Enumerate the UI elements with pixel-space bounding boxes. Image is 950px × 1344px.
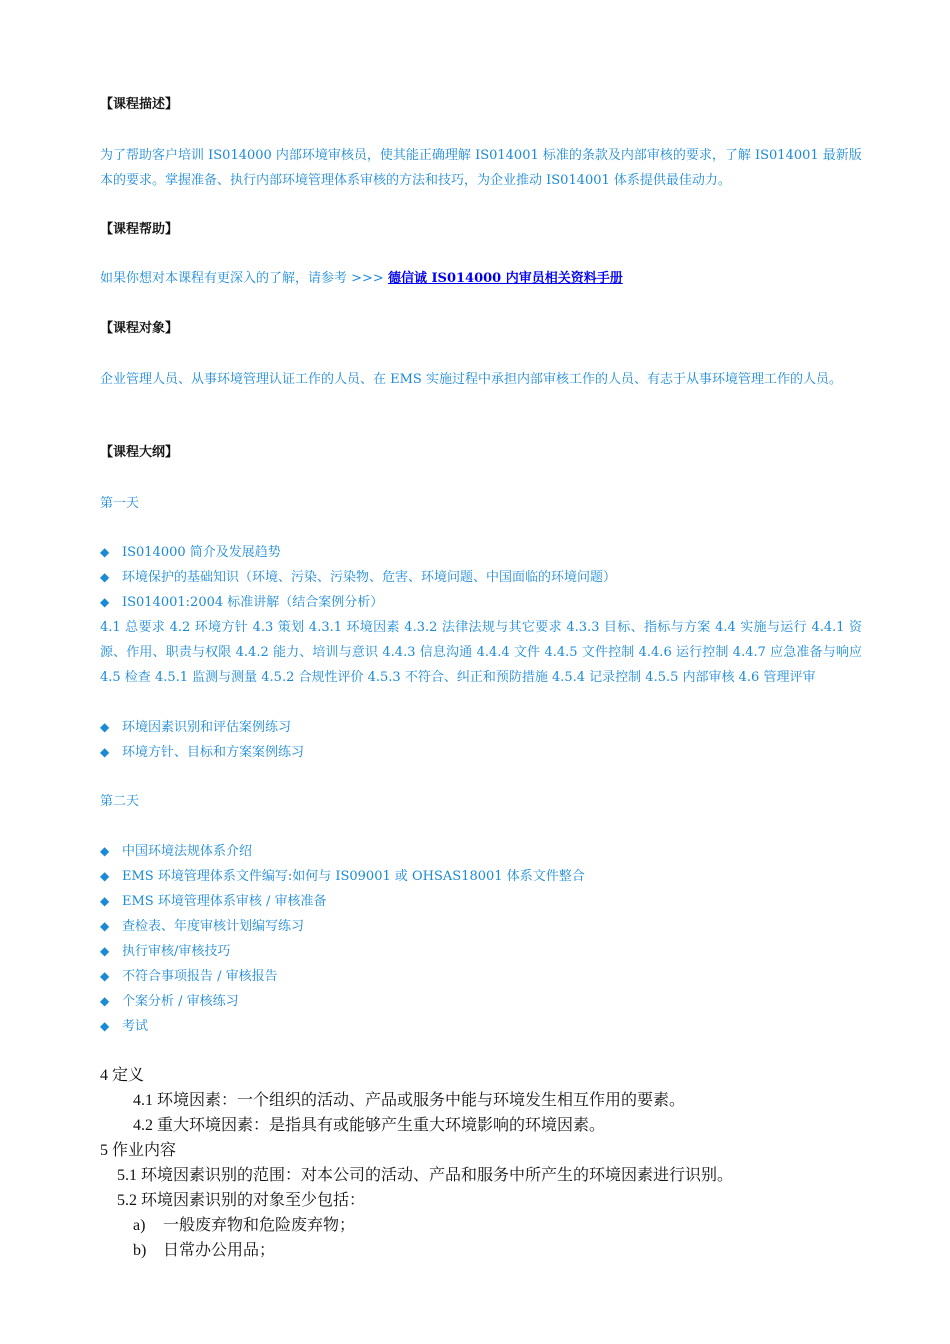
list-item-text: 考试 xyxy=(122,1019,149,1034)
list-item xyxy=(100,989,862,1014)
list-item xyxy=(100,590,862,615)
day-one-label: 第一天 xyxy=(100,496,140,511)
list-item-text: 执行审核/审核技巧 xyxy=(122,944,231,959)
list-item-text: 环境方针、目标和方案案例练习 xyxy=(122,745,305,760)
list-item xyxy=(100,889,862,914)
day-one-list xyxy=(100,540,862,615)
diamond-bullet-icon: ◆ xyxy=(100,994,110,1008)
day-one-list-b xyxy=(100,715,862,765)
sub-item-b-text: 日常办公用品； xyxy=(163,1242,276,1259)
list-item-text: 环境因素识别和评估案例练习 xyxy=(122,720,292,735)
course-help-heading: 【课程帮助】 xyxy=(100,222,179,237)
day-two-list xyxy=(100,839,862,1039)
diamond-bullet-icon: ◆ xyxy=(100,869,110,883)
list-item xyxy=(100,914,862,939)
list-item-text: 中国环境法规体系介绍 xyxy=(122,844,253,859)
day-two-label: 第二天 xyxy=(100,794,140,809)
diamond-bullet-icon: ◆ xyxy=(100,545,110,559)
resource-manual-link[interactable]: 德信诚 IS014000 内审员相关资料手册 xyxy=(387,271,623,286)
diamond-bullet-icon: ◆ xyxy=(100,570,110,584)
diamond-bullet-icon: ◆ xyxy=(100,919,110,933)
course-help-line xyxy=(100,266,862,291)
course-description-heading: 【课程描述】 xyxy=(100,97,179,112)
course-description-text: 为了帮助客户培训 IS014000 内部环境审核员，使其能正确理解 IS014001 标准的条款及内部审核的要求，了解 IS014001 最新版本的要求。掌握准备、执行内部环境管理体系审核的方法和技巧，为企业推动 IS014001 体系提供最佳动力。 xyxy=(100,148,862,188)
diamond-bullet-icon: ◆ xyxy=(100,969,110,983)
list-item-text: IS014000 简介及发展趋势 xyxy=(122,545,281,560)
standard-clauses-text: 4.1 总要求 4.2 环境方针 4.3 策划 4.3.1 环境因素 4.3.2 法律法规与其它要求 4.3.3 目标、指标与方案 4.4 实施与运行 4.4.1 资源、作用、职责与权限 4.4.2 能力、培训与意识 4.4.3 信息沟通 4.4.4 文件 4.4.5 文件控制 4.4.6 运行控制 4.4.7 应急准备与响应 4.5 检查 4.5.1 监测与测量 4.5.2 合规性评价 4.5.3 不符合、纠正和预防措施 4.5.4 记录控制 4.5.5 内部审核 4.6 管理评审 xyxy=(100,620,862,685)
list-item xyxy=(100,715,862,740)
list-item xyxy=(100,964,862,989)
list-item-text: EMS 环境管理体系文件编写:如何与 IS09001 或 OHSAS18001 体系文件整合 xyxy=(122,869,585,884)
diamond-bullet-icon: ◆ xyxy=(100,720,110,734)
sub-item-a-marker: a) xyxy=(133,1217,146,1234)
course-target-heading: 【课程对象】 xyxy=(100,321,179,336)
list-item xyxy=(100,864,862,889)
item-5-1: 5.1 环境因素识别的范围：对本公司的活动、产品和服务中所产生的环境因素进行识别。 xyxy=(117,1167,734,1184)
diamond-bullet-icon: ◆ xyxy=(100,944,110,958)
definition-4-1: 4.1 环境因素：一个组织的活动、产品或服务中能与环境发生相互作用的要素。 xyxy=(133,1092,686,1109)
diamond-bullet-icon: ◆ xyxy=(100,595,110,609)
diamond-bullet-icon: ◆ xyxy=(100,894,110,908)
list-item xyxy=(100,540,862,565)
list-item xyxy=(100,839,862,864)
list-item xyxy=(100,740,862,765)
sub-item-a-text: 一般废弃物和危险废弃物； xyxy=(163,1217,356,1234)
list-item-text: EMS 环境管理体系审核 / 审核准备 xyxy=(122,894,327,909)
diamond-bullet-icon: ◆ xyxy=(100,1019,110,1033)
course-target-text: 企业管理人员、从事环境管理认证工作的人员、在 EMS 实施过程中承担内部审核工作的人员、有志于从事环境管理工作的人员。 xyxy=(100,372,842,387)
course-help-text: 如果你想对本课程有更深入的了解，请参考 >>> xyxy=(100,271,388,286)
section-5-heading: 5 作业内容 xyxy=(100,1142,177,1159)
diamond-bullet-icon: ◆ xyxy=(100,745,110,759)
course-outline-heading: 【课程大纲】 xyxy=(100,445,179,460)
list-item xyxy=(100,939,862,964)
sub-item-b-marker: b) xyxy=(133,1242,147,1259)
list-item-text: 查检表、年度审核计划编写练习 xyxy=(122,919,305,934)
diamond-bullet-icon: ◆ xyxy=(100,844,110,858)
list-item xyxy=(100,565,862,590)
list-item-text: 不符合事项报告 / 审核报告 xyxy=(122,969,278,984)
list-item-text: IS014001:2004 标准讲解（结合案例分析） xyxy=(122,595,384,610)
list-item-text: 环境保护的基础知识（环境、污染、污染物、危害、环境问题、中国面临的环境问题） xyxy=(122,570,617,585)
list-item xyxy=(100,1014,862,1039)
item-5-2: 5.2 环境因素识别的对象至少包括： xyxy=(117,1192,366,1209)
list-item-text: 个案分析 / 审核练习 xyxy=(122,994,239,1009)
definition-4-2: 4.2 重大环境因素：是指具有或能够产生重大环境影响的环境因素。 xyxy=(133,1117,606,1134)
section-4-heading: 4 定义 xyxy=(100,1067,145,1084)
